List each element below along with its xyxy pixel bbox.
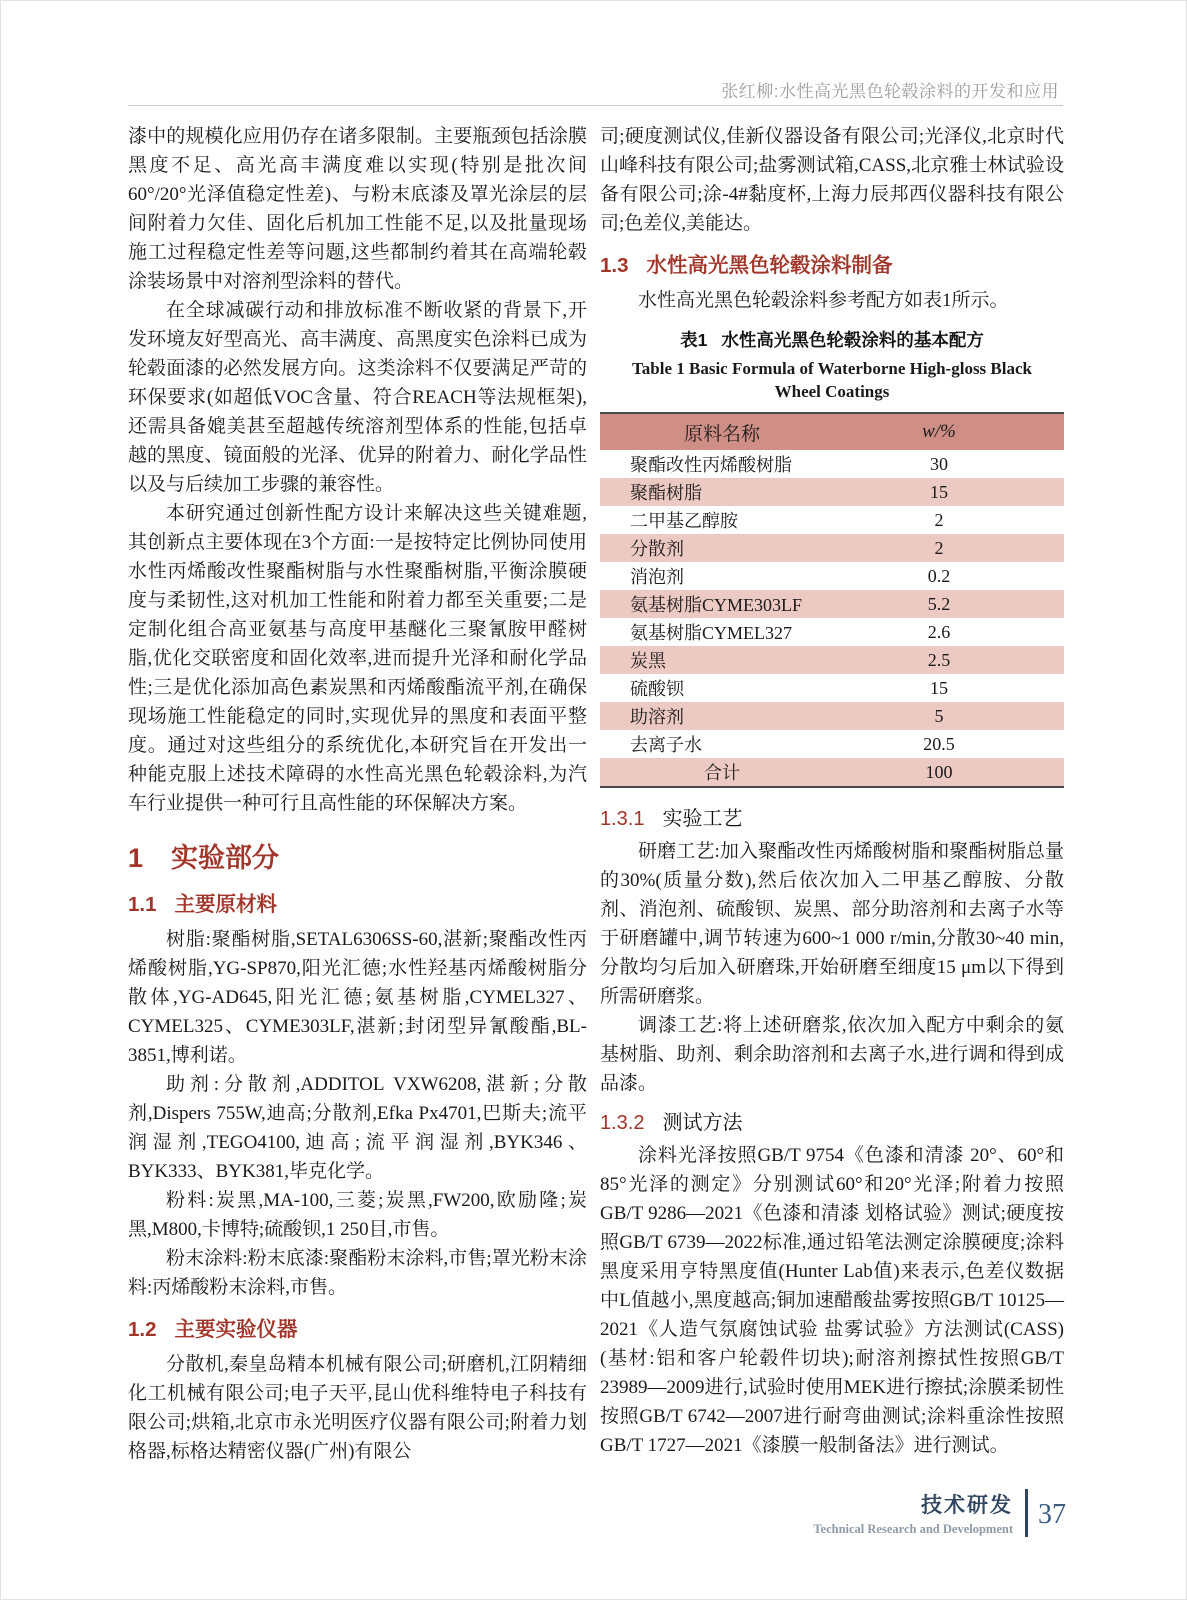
table-row [600,674,1064,702]
material-name: 二甲基乙醇胺 [630,511,738,531]
section-number: 1.2 [128,1318,157,1341]
paragraph: 调漆工艺:将上述研磨浆,依次加入配方中剩余的氨基树脂、助剂、剩余助溶剂和去离子水,进行调和得到成品漆。 [600,1015,1064,1094]
material-value: 2 [934,509,944,530]
table-row [600,562,1064,590]
material-value: 15 [930,677,948,698]
section-title: 水性高光黑色轮毂涂料制备 [646,254,893,277]
table-row [600,618,1064,646]
section-heading-1 [128,836,587,875]
paragraph: 树脂:聚酯树脂,SETAL6306SS-60,湛新;聚酯改性丙烯酸树脂,YG-SP870,阳光汇德;水性羟基丙烯酸树脂分散体,YG-AD645,阳光汇德;氨基树脂,CYMEL327、CYMEL325、CYME303LF,湛新;封闭型异氰酸酯,BL-3851,博利诺。 [128,929,587,1066]
material-value: 30 [930,453,948,474]
paragraph: 水性高光黑色轮毂涂料参考配方如表1所示。 [638,290,1009,311]
paragraph: 分散机,秦皇岛精本机械有限公司;研磨机,江阴精细化工机械有限公司;电子天平,昆山优科维特电子科技有限公司;烘箱,北京市永光明医疗仪器有限公司;附着力划格器,标格达精密仪器(广州)有限公 [128,1354,587,1462]
paragraph: 研磨工艺:加入聚酯改性丙烯酸树脂和聚酯树脂总量的30%(质量分数),然后依次加入二甲基乙醇胺、分散剂、消泡剂、硫酸钡、炭黑、部分助溶剂和去离子水等于研磨罐中,调节转速为600~1 000 r/min,分散30~40 min,分散均匀后加入研磨珠,开始研磨至细度15 μm以下得到所需研磨浆。 [600,841,1064,1007]
material-value: 2.6 [927,621,951,642]
table-caption-en [600,357,1064,403]
material-name: 炭黑 [630,651,666,671]
left-column [128,122,587,1466]
table-caption-cn [600,327,1064,352]
table-total-row [600,758,1064,786]
material-value: 5.2 [927,593,951,614]
column-header-material: 原料名称 [683,423,760,445]
section-number: 1.3.2 [600,1112,645,1134]
running-title: 张红柳:水性高光黑色轮毂涂料的开发和应用 [721,82,1059,101]
section-title: 实验工艺 [662,808,743,830]
material-name: 氨基树脂CYME303LF [630,595,803,615]
material-value: 5 [934,705,944,726]
section-number: 1.1 [128,893,157,916]
material-name: 去离子水 [630,735,702,755]
material-value: 15 [930,481,948,502]
footer-section-en: Technical Research and Development [813,1522,1013,1536]
footer-section [813,1489,1013,1537]
page-number: 37 [1038,1499,1066,1530]
section-title: 主要原材料 [174,893,277,916]
section-title: 实验部分 [171,843,280,873]
page-footer [813,1489,1066,1537]
section-title: 主要实验仪器 [174,1318,298,1341]
footer-divider [1025,1489,1028,1537]
table-label: 表1 [680,330,708,350]
material-name: 氨基树脂CYMEL327 [630,623,792,643]
table-row [600,702,1064,730]
table-row [600,534,1064,562]
subsection-heading-1-2 [128,1312,587,1342]
table-row [600,646,1064,674]
paragraph: 本研究通过创新性配方设计来解决这些关键难题,其创新点主要体现在3个方面:一是按特定比例协同使用水性丙烯酸改性聚酯树脂与水性聚酯树脂,平衡涂膜硬度与柔韧性,这对机加工性能和附着力都至关重要;二是定制化组合高亚氨基与高度甲基醚化三聚氰胺甲醛树脂,优化交联密度和固化效率,进而提升光泽和耐化学品性;三是优化添加高色素炭黑和丙烯酸酯流平剂,在确保现场施工性能稳定的同时,实现优异的黑度和表面平整度。通过对这些组分的系统优化,本研究旨在开发出一种能克服上述技术障碍的水性高光黑色轮毂涂料,为汽车行业提供一种可行且高性能的环保解决方案。 [128,503,587,814]
table-row [600,478,1064,506]
material-name: 聚酯改性丙烯酸树脂 [630,455,792,475]
material-value: 2.5 [927,649,951,670]
table-row [600,506,1064,534]
section-number: 1.3.1 [600,808,645,830]
subsection-heading-1-1 [128,887,587,917]
subsection-heading-1-3-2 [600,1106,1064,1135]
table-caption-en-line1: Table 1 Basic Formula of Waterborne High-gloss Black [632,359,1032,378]
column-header-percent: w/% [922,421,956,442]
subsection-heading-1-3-1 [600,802,1064,831]
right-column [600,122,1064,1460]
table-header-row [600,414,1064,450]
paragraph: 助剂:分散剂,ADDITOL VXW6208,湛新;分散剂,Dispers 755W,迪高;分散剂,Efka Px4701,巴斯夫;流平润湿剂,TEGO4100,迪高;流平润湿剂,BYK346、BYK333、BYK381,毕克化学。 [128,1074,587,1182]
table-row [600,590,1064,618]
paragraph: 粉料:炭黑,MA-100,三菱;炭黑,FW200,欧励隆;炭黑,M800,卡博特;硫酸钡,1 250目,市售。 [128,1190,587,1240]
table-row [600,730,1064,758]
material-name: 分散剂 [630,539,684,559]
material-name: 助溶剂 [630,707,684,727]
subsection-heading-1-3 [600,248,1064,278]
material-name: 硫酸钡 [630,679,684,699]
header-rule [128,105,1063,106]
paragraph: 涂料光泽按照GB/T 9754《色漆和清漆 20°、60°和85°光泽的测定》分别测试60°和20°光泽;附着力按照GB/T 9286—2021《色漆和清漆 划格试验》测试;硬度按照GB/T 6739—2022标准,通过铅笔法测定涂膜硬度;涂料黑度采用亨特黑度值(Hunter Lab值)来表示,色差仪数据中L值越小,黑度越高;铜加速醋酸盐雾按照GB/T 10125—2021《人造气氛腐蚀试验 盐雾试验》方法测试(CASS)(基材:铝和客户轮毂件切块);耐溶剂擦拭性按照GB/T 23989—2009进行,试验时使用MEK进行擦拭;涂膜柔韧性按照GB/T 6742—2007进行耐弯曲测试;涂料重涂性按照GB/T 1727—2021《漆膜一般制备法》进行测试。 [600,1145,1064,1456]
material-name: 聚酯树脂 [630,483,702,503]
material-value: 20.5 [923,733,955,754]
formula-table [600,412,1064,788]
paragraph: 司;硬度测试仪,佳新仪器设备有限公司;光泽仪,北京时代山峰科技有限公司;盐雾测试箱,CASS,北京雅士林试验设备有限公司;涂-4#黏度杯,上海力辰邦西仪器科技有限公司;色差仪,美能达。 [600,126,1064,234]
section-title: 测试方法 [662,1112,743,1134]
table-1 [600,327,1064,788]
table-caption-en-line2: Wheel Coatings [774,382,890,401]
total-value: 100 [925,761,953,782]
total-label: 合计 [704,763,740,783]
section-number: 1 [128,843,144,873]
table-title: 水性高光黑色轮毂涂料的基本配方 [721,330,984,350]
section-number: 1.3 [600,254,629,277]
material-name: 消泡剂 [630,567,684,587]
paragraph: 粉末涂料:粉末底漆:聚酯粉末涂料,市售;罩光粉末涂料:丙烯酸粉末涂料,市售。 [128,1248,587,1298]
table-row [600,450,1064,478]
table-body [600,450,1064,758]
paragraph: 在全球减碳行动和排放标准不断收紧的背景下,开发环境友好型高光、高丰满度、高黑度实色涂料已成为轮毂面漆的必然发展方向。这类涂料不仅要满足严苛的环保要求(如超低VOC含量、符合REACH等法规框架),还需具备媲美甚至超越传统溶剂型体系的性能,包括卓越的黑度、镜面般的光泽、优异的附着力、耐化学品性以及与后续加工步骤的兼容性。 [128,300,587,495]
footer-section-cn: 技术研发 [921,1494,1013,1517]
material-value: 2 [934,537,944,558]
paragraph: 漆中的规模化应用仍存在诸多限制。主要瓶颈包括涂膜黑度不足、高光高丰满度难以实现(特别是批次间60°/20°光泽值稳定性差)、与粉末底漆及罩光涂层的层间附着力欠佳、固化后机加工性能不足,以及批量现场施工过程稳定性差等问题,这些都制约着其在高端轮毂涂装场景中对溶剂型涂料的替代。 [128,126,587,292]
material-value: 0.2 [927,565,951,586]
